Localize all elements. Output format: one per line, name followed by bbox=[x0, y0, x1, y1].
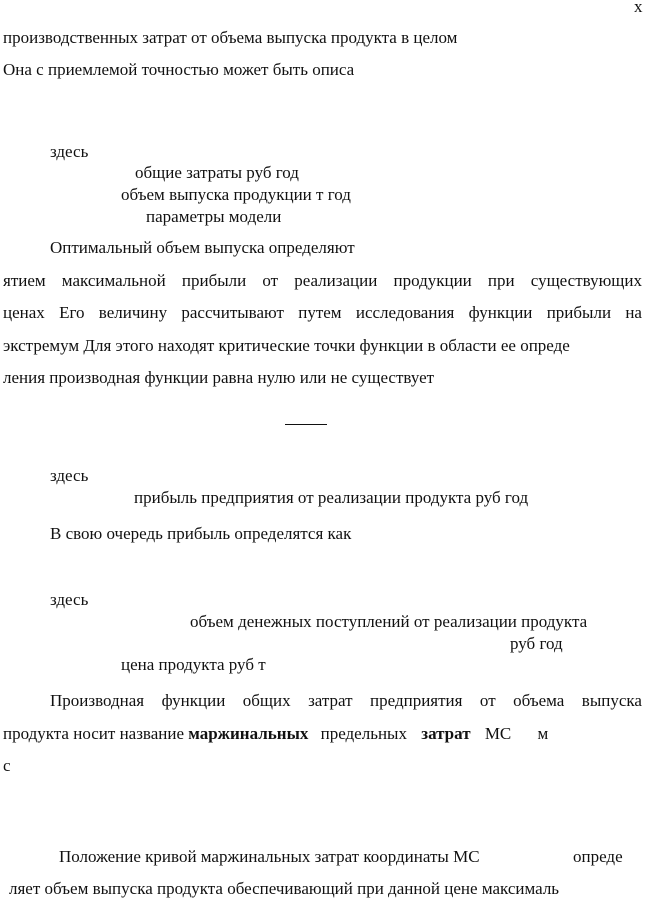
p2-line4: экстремум Для этого находят критические точки функции в области ее опреде bbox=[3, 336, 570, 355]
p2-line1: Оптимальный объем выпуска определяют bbox=[50, 238, 355, 257]
p4-line2-bold-term: маржинальных bbox=[188, 724, 309, 743]
p4-line1-word: затрат bbox=[308, 691, 353, 710]
p4-line1 bbox=[50, 691, 642, 711]
p5-line1-end: опреде bbox=[573, 847, 623, 866]
p4-line1-word: от bbox=[479, 691, 496, 710]
where2-label: здесь bbox=[50, 466, 89, 485]
p3-line1: В свою очередь прибыль определятся как bbox=[50, 524, 352, 543]
p2-line2-word: существующих bbox=[530, 271, 642, 290]
p4-line1-word: функции bbox=[161, 691, 226, 710]
p2-line2-word: продукции bbox=[393, 271, 472, 290]
p2-line5: ления производная функции равна нулю или не существует bbox=[3, 368, 435, 387]
p4-line2 bbox=[3, 724, 548, 744]
p2-line3-word: ценах bbox=[3, 303, 45, 322]
p2-line2-word: максимальной bbox=[61, 271, 166, 290]
p4-line2-end: м bbox=[537, 724, 549, 743]
p2-line3-word: путем bbox=[298, 303, 342, 322]
p2-line3-word: на bbox=[625, 303, 642, 322]
where1-def3: параметры модели bbox=[146, 207, 282, 226]
p4-line2-bold-term-2: затрат bbox=[421, 724, 471, 743]
where1-def2: объем выпуска продукции т год bbox=[121, 185, 351, 204]
fraction-bar bbox=[285, 424, 327, 425]
where1-def1: общие затраты руб год bbox=[135, 163, 299, 182]
p4-line1-word: общих bbox=[242, 691, 291, 710]
p5-line2: ляет объем выпуска продукта обеспечивающий при данной цене максималь bbox=[9, 879, 560, 898]
p4-line1-word: выпуска bbox=[581, 691, 642, 710]
where1-label: здесь bbox=[50, 142, 89, 161]
p4-line3: с bbox=[3, 756, 11, 775]
p2-line3-word: исследования bbox=[355, 303, 455, 322]
p2-line2-word: реализации bbox=[294, 271, 378, 290]
p2-line3 bbox=[3, 303, 642, 323]
p4-line1-word: предприятия bbox=[370, 691, 463, 710]
p2-line2-word: ятием bbox=[3, 271, 46, 290]
p2-line2-word: при bbox=[487, 271, 515, 290]
p2-line3-word: функции bbox=[468, 303, 533, 322]
p1-line2: Она с приемлемой точностью может быть описа bbox=[3, 60, 355, 79]
where2-def1: прибыль предприятия от реализации продукта руб год bbox=[134, 488, 529, 507]
where3-def1-unit: руб год bbox=[510, 634, 563, 653]
p2-line3-word: прибыли bbox=[546, 303, 612, 322]
p1-line1: производственных затрат от объема выпуска продукта в целом bbox=[3, 28, 458, 47]
p4-line2-mid: предельных bbox=[320, 724, 407, 743]
where3-label: здесь bbox=[50, 590, 89, 609]
p2-line2-word: прибыли bbox=[181, 271, 247, 290]
p4-line1-word: Производная bbox=[50, 691, 145, 710]
p2-line3-word: величину bbox=[98, 303, 168, 322]
where3-def2: цена продукта руб т bbox=[121, 655, 266, 674]
p2-line2-word: от bbox=[262, 271, 279, 290]
p4-line1-word: объема bbox=[513, 691, 565, 710]
corner-mark: x bbox=[634, 0, 643, 16]
p4-line2-mc: МС bbox=[484, 724, 512, 743]
where3-def1: объем денежных поступлений от реализации продукта bbox=[190, 612, 588, 631]
p2-line3-word: рассчитывают bbox=[181, 303, 284, 322]
p2-line3-word: Его bbox=[59, 303, 85, 322]
p4-line2-start: продукта носит название bbox=[3, 724, 185, 743]
p2-line2 bbox=[3, 271, 642, 291]
p5-line1: Положение кривой маржинальных затрат координаты МС bbox=[59, 847, 480, 866]
